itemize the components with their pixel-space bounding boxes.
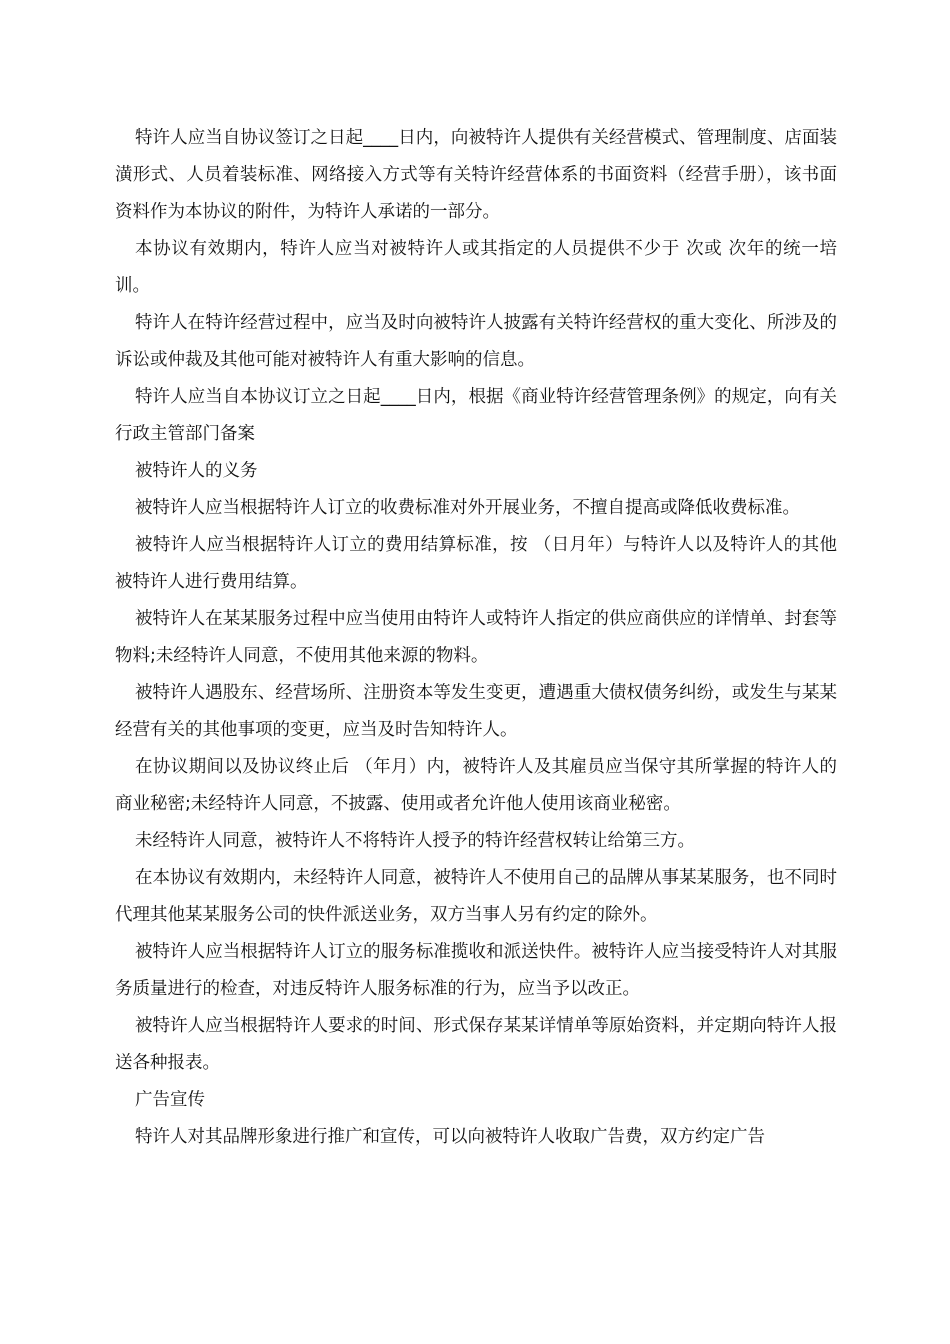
paragraph-filing: 特许人应当自本协议订立之日起____日内，根据《商业特许经营管理条例》的规定，向有关行政主管部门备案	[115, 387, 837, 444]
paragraph-non-compete: 在本协议有效期内，未经特许人同意，被特许人不使用自己的品牌从事某某服务，也不同时代理其他某某服务公司的快件派送业务，双方当事人另有约定的除外。	[115, 868, 837, 925]
paragraph-fee-standard: 被特许人应当根据特许人订立的收费标准对外开展业务，不擅自提高或降低收费标准。	[135, 498, 800, 518]
paragraph-confidentiality: 在协议期间以及协议终止后 （年月）内，被特许人及其雇员应当保守其所掌握的特许人的商业秘密;未经特许人同意，不披露、使用或者允许他人使用该商业秘密。	[115, 757, 837, 814]
paragraph-no-transfer: 未经特许人同意，被特许人不将特许人授予的特许经营权转让给第三方。	[135, 831, 695, 851]
paragraph-disclosure: 特许人在特许经营过程中，应当及时向被特许人披露有关特许经营权的重大变化、所涉及的诉讼或仲裁及其他可能对被特许人有重大影响的信息。	[115, 313, 837, 370]
section-heading-franchisee-obligations: 被特许人的义务	[135, 461, 258, 481]
paragraph-service-standard: 被特许人应当根据特许人订立的服务标准揽收和派送快件。被特许人应当接受特许人对其服务质量进行的检查，对违反特许人服务标准的行为，应当予以改正。	[115, 942, 837, 999]
paragraph-manual-delivery: 特许人应当自协议签订之日起____日内，向被特许人提供有关经营模式、管理制度、店面装潢形式、人员着装标准、网络接入方式等有关特许经营体系的书面资料（经营手册），该书面资料作为本协议的附件，为特许人承诺的一部分。	[115, 128, 837, 222]
paragraph-materials: 被特许人在某某服务过程中应当使用由特许人或特许人指定的供应商供应的详情单、封套等物料;未经特许人同意，不使用其他来源的物料。	[115, 609, 837, 666]
paragraph-records: 被特许人应当根据特许人要求的时间、形式保存某某详情单等原始资料，并定期向特许人报送各种报表。	[115, 1016, 837, 1073]
paragraph-settlement: 被特许人应当根据特许人订立的费用结算标准，按 （日月年）与特许人以及特许人的其他被特许人进行费用结算。	[115, 535, 837, 592]
section-heading-advertising: 广告宣传	[135, 1090, 205, 1110]
paragraph-advertising-fee: 特许人对其品牌形象进行推广和宣传，可以向被特许人收取广告费，双方约定广告	[135, 1127, 765, 1147]
paragraph-training: 本协议有效期内，特许人应当对被特许人或其指定的人员提供不少于 次或 次年的统一培训。	[115, 239, 837, 296]
paragraph-change-notice: 被特许人遇股东、经营场所、注册资本等发生变更，遭遇重大债权债务纠纷，或发生与某某经营有关的其他事项的变更，应当及时告知特许人。	[115, 683, 837, 740]
document-body	[115, 120, 837, 1156]
